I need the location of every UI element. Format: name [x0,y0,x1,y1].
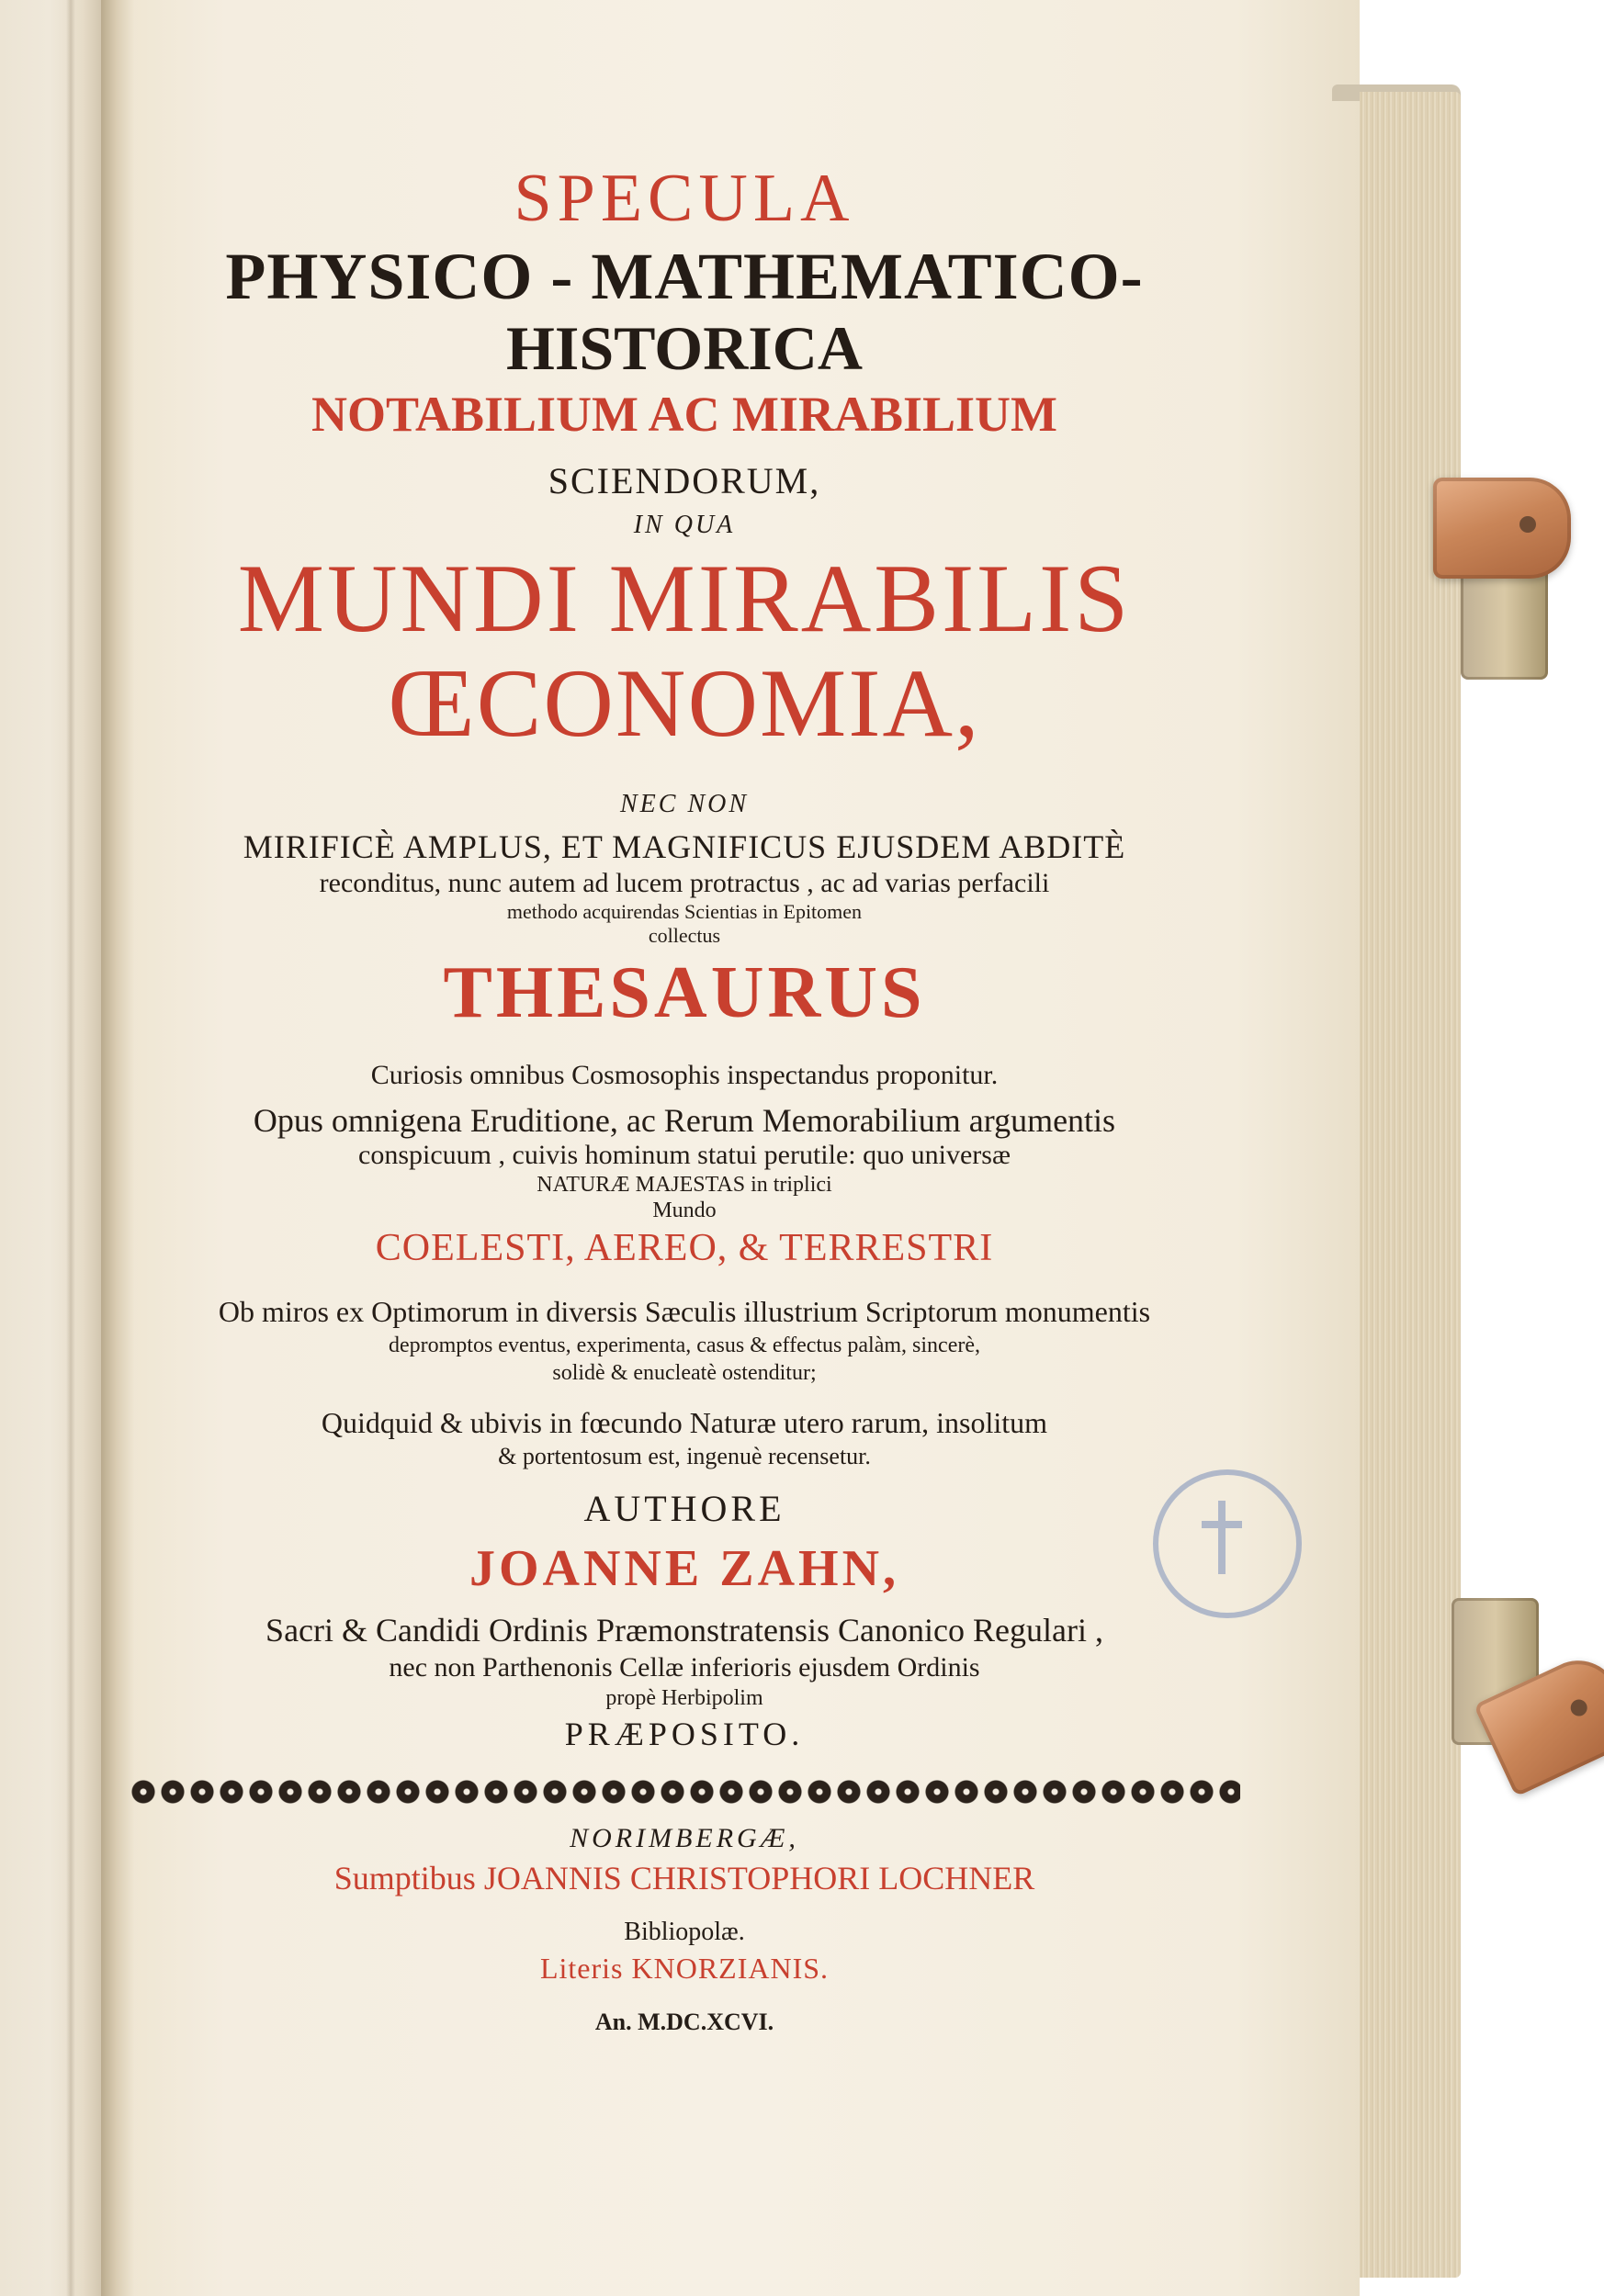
title-curiosis: Curiosis omnibus Cosmosophis inspectandus proponitur. [370,1060,999,1090]
title-authore: AUTHORE [583,1488,785,1529]
author-praeposito: PRÆPOSITO. [564,1716,805,1752]
title-mundo: Mundo [652,1199,717,1222]
title-collectus: collectus [648,924,721,947]
title-conspicuum: conspicuum , cuivis hominum statui perutile: quo universæ [358,1140,1011,1170]
imprint-year: An. M.DC.XCVI. [594,2009,774,2035]
title-historica: HISTORICA [506,313,863,383]
author-name: JOANNE ZAHN, [469,1540,900,1597]
title-quidquid: Quidquid & ubivis in fœcundo Naturæ utero rarum, insolitum [321,1406,1048,1439]
page-edges [1360,92,1461,2278]
title-depromptos: depromptos eventus, experimenta, casus & effectus palàm, sincerè, [388,1334,980,1357]
title-specula: SPECULA [514,161,855,236]
title-ob-miros: Ob miros ex Optimorum in diversis Sæculis illustrium Scriptorum monumentis [218,1295,1151,1328]
title-reconditus: reconditus, nunc autem ad lucem protractus , ac ad varias perfacili [319,868,1050,898]
title-mirifice: MIRIFICÈ AMPLUS, ET MAGNIFICUS EJUSDEM ABDITÈ [243,828,1126,865]
ornament-border [129,1776,1240,1807]
title-portentosum: & portentosum est, ingenuè recensetur. [498,1443,871,1469]
title-physico-mathematico: PHYSICO - MATHEMATICO- [225,240,1144,313]
left-page-fold [66,0,75,2296]
title-thesaurus: THESAURUS [443,952,926,1033]
title-sciendorum: SCIENDORUM, [548,460,821,501]
title-coelesti: COELESTI, AEREO, & TERRESTRI [375,1227,994,1269]
title-in-qua: IN QUA [633,511,736,539]
title-naturae-majestas: NATURÆ MAJESTAS in triplici [537,1173,832,1197]
title-oeconomia: ŒCONOMIA, [388,649,981,757]
title-solide: solidè & enucleatè ostenditur; [552,1361,817,1385]
imprint-place: NORIMBERGÆ, [570,1823,799,1853]
imprint-printer: Literis KNORZIANIS. [539,1952,830,1985]
author-herbipolim: propè Herbipolim [605,1686,763,1710]
imprint-publisher: Sumptibus JOANNIS CHRISTOPHORI LOCHNER [333,1860,1035,1896]
facing-left-page [0,0,110,2296]
imprint-bibliopola: Bibliopolæ. [624,1918,745,1946]
author-order: Sacri & Candidi Ordinis Præmonstratensis Canonico Regulari , [265,1612,1103,1649]
title-methodo: methodo acquirendas Scientias in Epitomen [506,900,863,923]
title-notabilium: NOTABILIUM AC MIRABILIUM [311,387,1058,442]
title-opus: Opus omnigena Eruditione, ac Rerum Memorabilium argumentis [253,1102,1116,1139]
title-text-block [138,156,1231,2039]
title-nec-non: NEC NON [619,790,750,818]
author-parthenonis: nec non Parthenonis Cellæ inferioris ejusdem Ordinis [389,1652,980,1683]
book-gutter [101,0,134,2296]
copper-clasp-upper [1433,478,1571,579]
title-mundi-mirabilis: MUNDI MIRABILIS [237,545,1132,652]
